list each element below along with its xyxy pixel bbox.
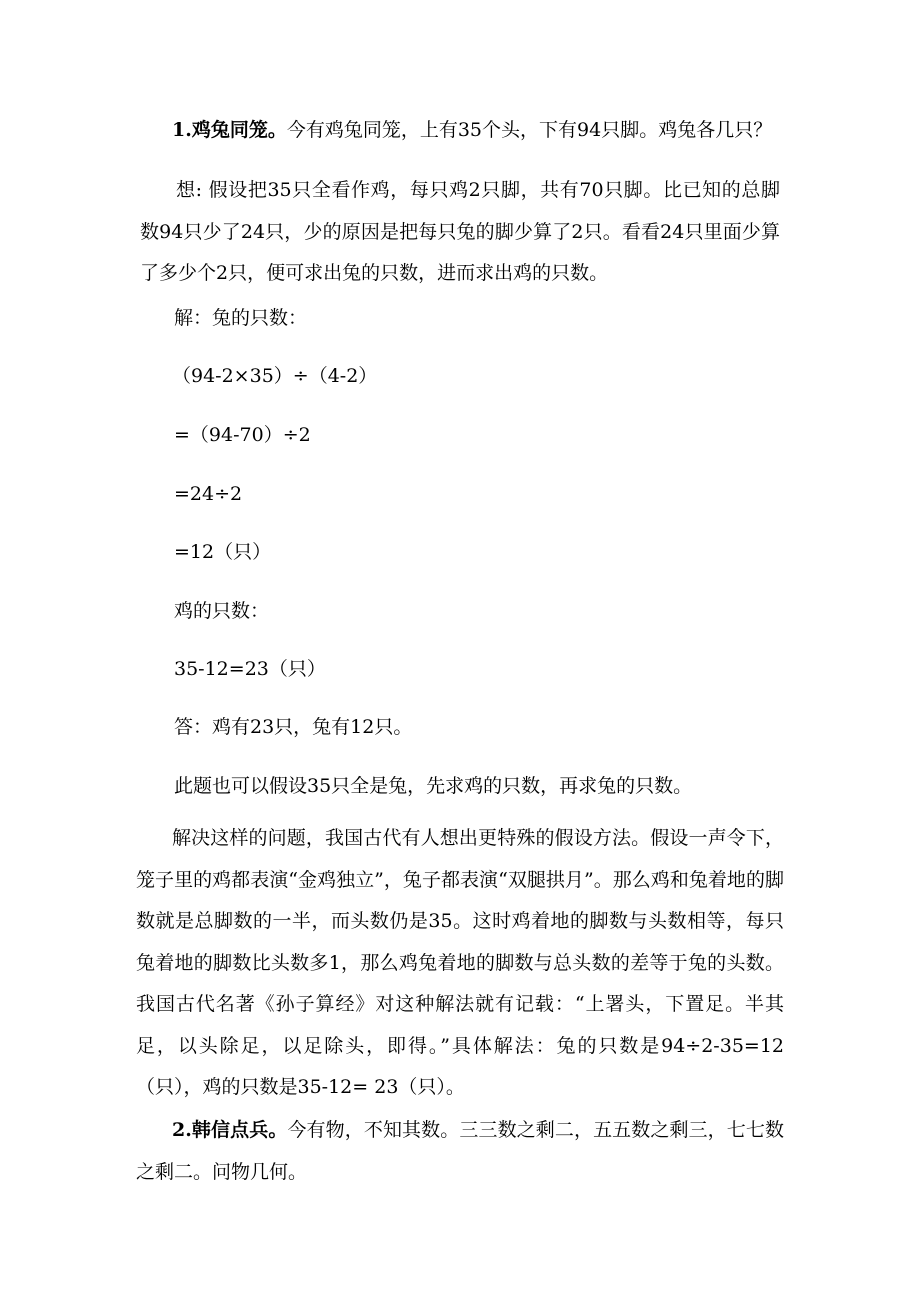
problem-2-paragraph <box>136 1110 784 1193</box>
ancient-method-paragraph: 解决这样的问题，我国古代有人想出更特殊的假设方法。假设一声令下，笼子里的鸡都表演“金鸡独立”，兔子都表演“双腿拱月”。那么鸡和兔着地的脚数就是总脚数的一半，而头数仍是35。这时鸡着地的脚数与头数相等，每只兔着地的脚数比头数多1，那么鸡兔着地的脚数与总头数的差等于兔的头数。我国古代名著《孙子算经》对这种解法就有记载：“上署头，下置足。半其足，以头除足，以足除头，即得。”具体解法：兔的只数是94÷2-35=12（只），鸡的只数是35-12= 23（只）。 <box>136 827 784 1098</box>
solution-step-1: （94-2×35）÷（4-2） <box>172 365 378 387</box>
problem-2-statement: 今有物，不知其数。三三数之剩二，五五数之剩三，七七数之剩二。问物几何。 <box>136 1119 784 1183</box>
alternative-note: 此题也可以假设35只全是兔，先求鸡的只数，再求兔的只数。 <box>174 775 693 797</box>
solution-rabbit-label: 解：兔的只数： <box>174 307 308 329</box>
problem-1-heading <box>172 117 772 143</box>
solution-chicken-calc: 35-12=23（只） <box>174 658 326 680</box>
solution-chicken-label: 鸡的只数： <box>174 600 270 622</box>
thinking-paragraph: 想: 假设把35只全看作鸡，每只鸡2只脚，共有70只脚。比已知的总脚数94只少了24只，少的原因是把每只兔的脚少算了2只。看看24只里面少算了多少个2只，便可求出兔的只数，进而求出鸡的只数。 <box>140 179 780 284</box>
solution-answer: 答：鸡有23只，兔有12只。 <box>174 716 413 738</box>
problem-1-statement: 今有鸡兔同笼，上有35个头，下有94只脚。鸡兔各几只？ <box>286 119 773 141</box>
solution-step-3: =24÷2 <box>174 483 243 505</box>
problem-1-title: 1.鸡兔同笼。 <box>172 119 287 141</box>
solution-step-4: =12（只） <box>174 541 272 563</box>
problem-2-title: 2.韩信点兵。 <box>172 1119 288 1141</box>
solution-step-2: =（94-70）÷2 <box>174 424 311 446</box>
